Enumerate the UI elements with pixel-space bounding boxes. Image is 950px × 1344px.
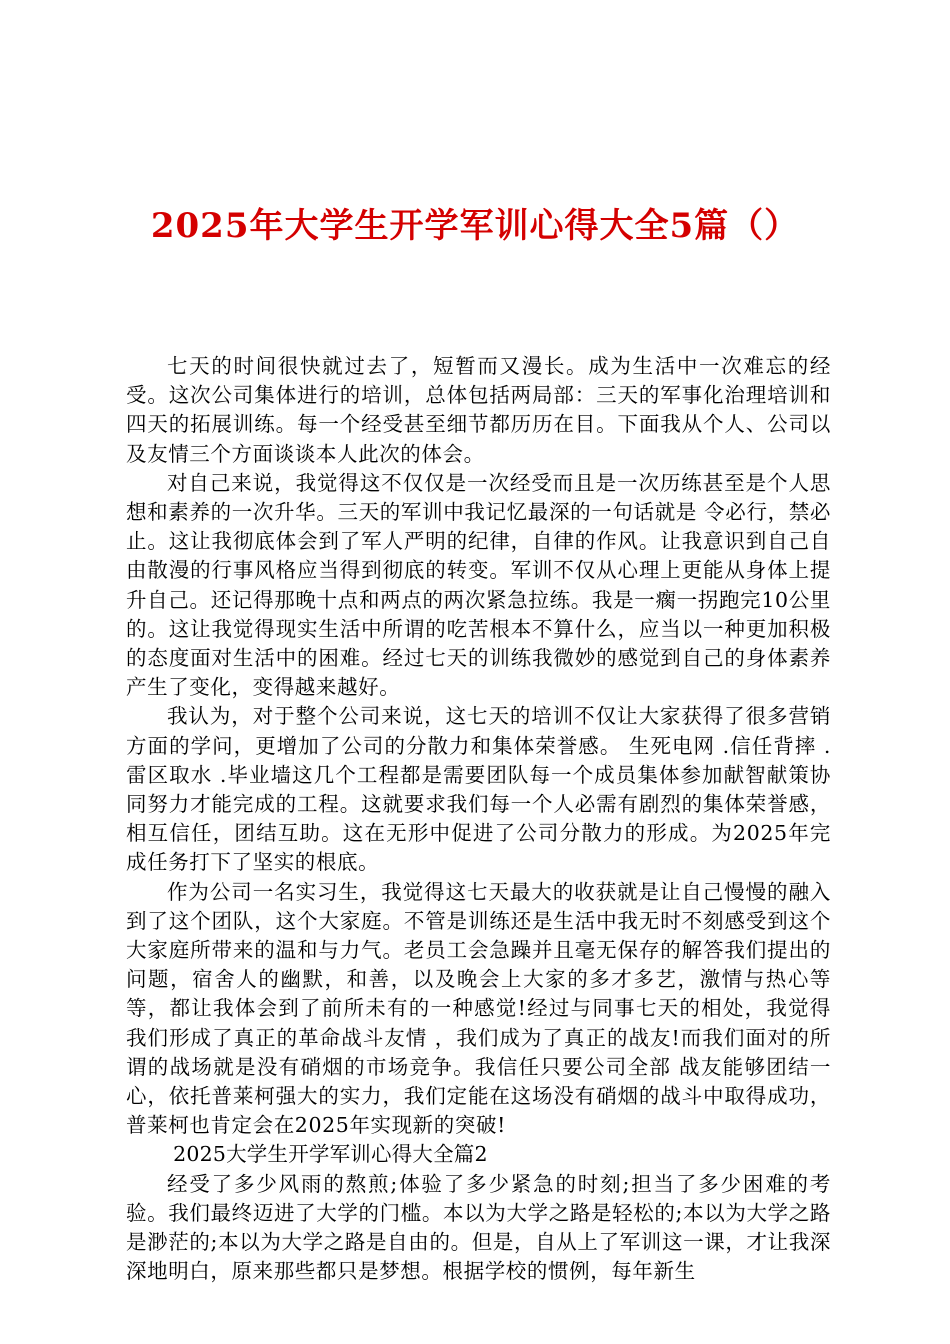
body-paragraph: 作为公司一名实习生，我觉得这七天最大的收获就是让自己慢慢的融入到了这个团队，这个大家庭。不管是训练还是生活中我无时不刻感受到这个大家庭所带来的温和与力气。老员工会急躁并且毫无保存的解答我们提出的问题，宿舍人的幽默，和善，以及晚会上大家的多才多艺，激情与热心等等，都让我体会到了前所未有的一种感觉!经过与同事七天的相处，我觉得我们形成了真正的革命战斗友情 ，我们成为了真正的战友!而我们面对的所谓的战场就是没有硝烟的市场竞争。我信任只要公司全部 战友能够团结一心，依托普莱柯强大的实力，我们定能在这场没有硝烟的战斗中取得成功，普莱柯也肯定会在2025年实现新的突破! — [126, 879, 831, 1138]
body-paragraph: 我认为，对于整个公司来说，这七天的培训不仅让大家获得了很多营销方面的学问，更增加了公司的分散力和集体荣誉感。 生死电网 .信任背摔 . 雷区取水 .毕业墙这几个工程都是需要团队每一个成员集体参加献智献策协同努力才能完成的工程。这就要求我们每一个人必需有剧烈的集体荣誉感，相互信任，团结互助。这在无形中促进了公司分散力的形成。为2025年完成任务打下了坚实的根底。 — [126, 704, 831, 875]
section-heading: 2025大学生开学军训心得大全篇2 — [173, 1142, 488, 1167]
body-paragraph: 经受了多少风雨的熬煎;体验了多少紧急的时刻;担当了多少困难的考验。我们最终迈进了大学的门槛。本以为大学之路是轻松的;本以为大学之路是渺茫的;本以为大学之路是自由的。但是，自从上了军训这一课，才让我深深地明白，原来那些都只是梦想。根据学校的惯例，每年新生 — [126, 1171, 831, 1284]
document-body — [126, 352, 831, 1287]
body-paragraph: 对自己来说，我觉得这不仅仅是一次经受而且是一次历练甚至是个人思想和素养的一次升华。三天的军训中我记忆最深的一句话就是 令必行，禁必止。这让我彻底体会到了军人严明的纪律，自律的作风。让我意识到自己自由散漫的行事风格应当得到彻底的转变。军训不仅从心理上更能从身体上提升自己。还记得那晚十点和两点的两次紧急拉练。我是一瘸一拐跑完10公里的。这让我觉得现实生活中所谓的吃苦根本不算什么，应当以一种更加积极的态度面对生活中的困难。经过七天的训练我微妙的感觉到自己的身体素养产生了变化，变得越来越好。 — [126, 470, 831, 700]
document-title: 2025年大学生开学军训心得大全5篇（） — [150, 206, 800, 246]
body-paragraph: 七天的时间很快就过去了，短暂而又漫长。成为生活中一次难忘的经受。这次公司集体进行的培训，总体包括两局部：三天的军事化治理培训和四天的拓展训练。每一个经受甚至细节都历历在目。下面我从个人、公司以及友情三个方面谈谈本人此次的体会。 — [126, 354, 831, 466]
